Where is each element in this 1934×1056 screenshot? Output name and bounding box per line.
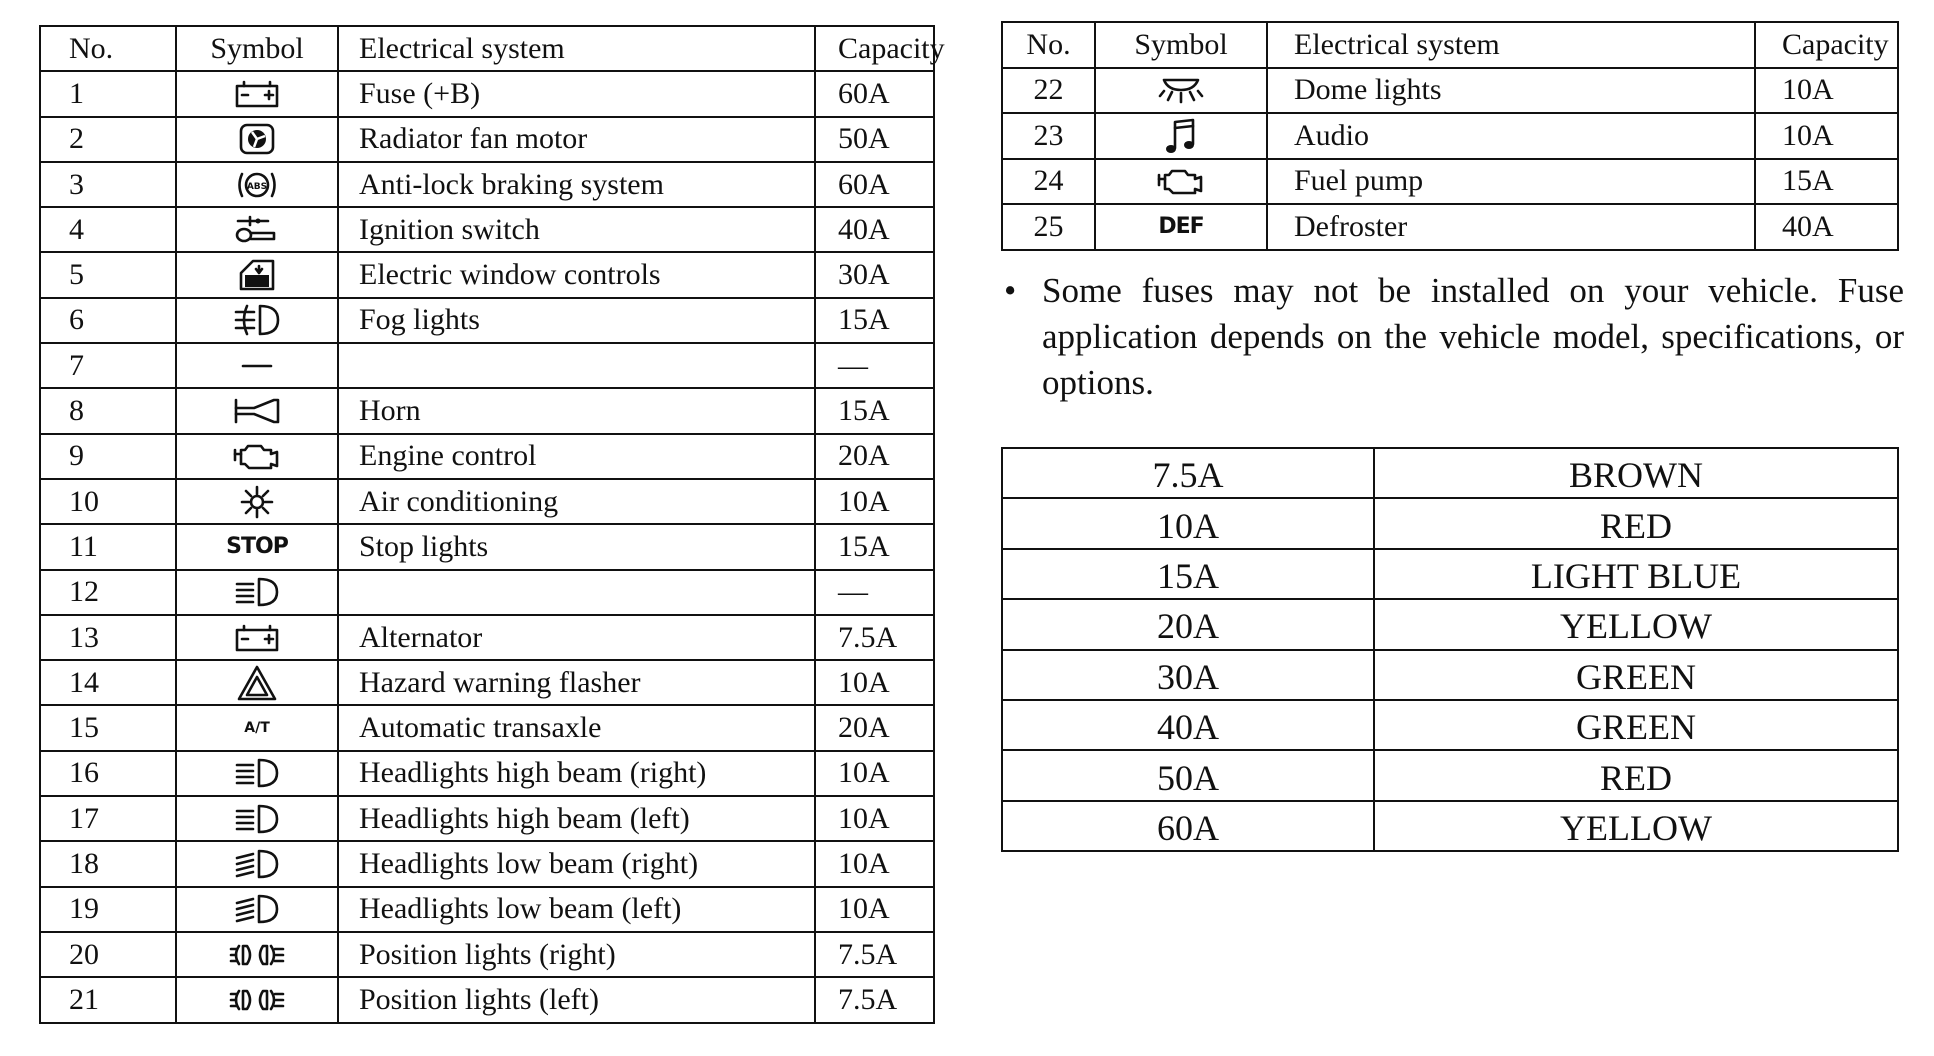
fuse-note (1004, 268, 1904, 406)
power-window-icon (177, 255, 337, 295)
table-row (40, 252, 934, 297)
fuse-number: 23 (1002, 113, 1095, 159)
position-light-icon (177, 980, 337, 1020)
header-no: No. (40, 26, 176, 71)
fuse-number: 18 (40, 841, 176, 886)
headlight-high-icon (177, 799, 337, 839)
symbol-cell (176, 71, 338, 116)
table-row (40, 343, 934, 388)
hazard-triangle-icon (177, 663, 337, 703)
table-row (40, 705, 934, 750)
table-row (1002, 801, 1898, 851)
capacity: — (815, 343, 934, 388)
table-row (1002, 650, 1898, 700)
capacity: 10A (815, 660, 934, 705)
electrical-system: Anti-lock braking system (338, 162, 815, 207)
symbol-cell (176, 932, 338, 977)
table-row (40, 660, 934, 705)
fuse-number: 25 (1002, 204, 1095, 250)
capacity: 7.5A (815, 615, 934, 660)
fuse-amperage: 7.5A (1002, 448, 1374, 498)
table-row (1002, 448, 1898, 498)
symbol-cell (176, 887, 338, 932)
capacity: 10A (815, 796, 934, 841)
symbol-cell (1095, 68, 1267, 114)
fuse-number: 16 (40, 751, 176, 796)
symbol-cell (1095, 113, 1267, 159)
electrical-system: Dome lights (1267, 68, 1755, 114)
fuse-number: 5 (40, 252, 176, 297)
capacity: 40A (815, 207, 934, 252)
electrical-system: Audio (1267, 113, 1755, 159)
at-text-icon (177, 708, 337, 748)
symbol-cell (1095, 204, 1267, 250)
electrical-system: Radiator fan motor (338, 117, 815, 162)
abs-icon (177, 165, 337, 205)
capacity: 10A (815, 841, 934, 886)
radiator-fan-icon (177, 119, 337, 159)
fuse-number: 22 (1002, 68, 1095, 114)
table-row (40, 207, 934, 252)
table-row (40, 841, 934, 886)
capacity: 10A (815, 479, 934, 524)
fuse-number: 20 (40, 932, 176, 977)
table-row (40, 932, 934, 977)
table-row (40, 298, 934, 343)
capacity: 20A (815, 705, 934, 750)
symbol-cell (176, 660, 338, 705)
battery-icon (177, 618, 337, 658)
fuse-amperage: 30A (1002, 650, 1374, 700)
symbol-text: STOP (226, 533, 288, 559)
fuse-number: 1 (40, 71, 176, 116)
capacity: 10A (815, 887, 934, 932)
electrical-system: Position lights (right) (338, 932, 815, 977)
fuse-number: 24 (1002, 159, 1095, 205)
fuse-color: RED (1374, 498, 1898, 548)
battery-icon (177, 74, 337, 114)
electrical-system (338, 570, 815, 615)
capacity: 40A (1755, 204, 1898, 250)
fuse-color: LIGHT BLUE (1374, 549, 1898, 599)
symbol-cell (176, 705, 338, 750)
fuse-number: 12 (40, 570, 176, 615)
fuse-color-table (1001, 447, 1899, 852)
symbol-cell (176, 977, 338, 1022)
position-light-icon (177, 935, 337, 975)
capacity: 10A (1755, 113, 1898, 159)
note-bullet: • (1004, 271, 1017, 310)
fuse-number: 17 (40, 796, 176, 841)
engine-icon (177, 436, 337, 476)
fuse-amperage: 40A (1002, 700, 1374, 750)
capacity: 15A (1755, 159, 1898, 205)
electrical-system: Fog lights (338, 298, 815, 343)
table-row (40, 388, 934, 433)
fuse-color: GREEN (1374, 650, 1898, 700)
table-row (40, 117, 934, 162)
electrical-system: Position lights (left) (338, 977, 815, 1022)
header-electrical-system: Electrical system (1267, 22, 1755, 68)
symbol-cell (176, 796, 338, 841)
table-row (1002, 498, 1898, 548)
electrical-system (338, 343, 815, 388)
electrical-system: Hazard warning flasher (338, 660, 815, 705)
ignition-key-icon (177, 210, 337, 250)
electrical-system: Engine control (338, 434, 815, 479)
fuse-number: 3 (40, 162, 176, 207)
electrical-system: Stop lights (338, 524, 815, 569)
table-row (1002, 700, 1898, 750)
electrical-system: Air conditioning (338, 479, 815, 524)
electrical-system: Headlights high beam (left) (338, 796, 815, 841)
electrical-system: Headlights low beam (right) (338, 841, 815, 886)
table-row (40, 751, 934, 796)
fuse-color: RED (1374, 750, 1898, 800)
table-row (40, 434, 934, 479)
fuse-number: 21 (40, 977, 176, 1022)
electrical-system: Defroster (1267, 204, 1755, 250)
capacity: 7.5A (815, 932, 934, 977)
header-capacity: Capacity (1755, 22, 1898, 68)
electrical-system: Automatic transaxle (338, 705, 815, 750)
table-row (40, 615, 934, 660)
capacity: — (815, 570, 934, 615)
fog-light-icon (177, 300, 337, 340)
capacity: 10A (815, 751, 934, 796)
fuse-table-left (39, 25, 945, 1024)
electrical-system: Fuse (+B) (338, 71, 815, 116)
electrical-system: Headlights low beam (left) (338, 887, 815, 932)
symbol-cell (176, 570, 338, 615)
symbol-cell (176, 298, 338, 343)
fuse-amperage: 60A (1002, 801, 1374, 851)
symbol-cell (176, 117, 338, 162)
fuse-amperage: 50A (1002, 750, 1374, 800)
table-row (1002, 113, 1898, 159)
table-row (40, 887, 934, 932)
fuse-number: 13 (40, 615, 176, 660)
fuse-color: GREEN (1374, 700, 1898, 750)
capacity: 60A (815, 162, 934, 207)
fuse-number: 9 (40, 434, 176, 479)
fuse-color: BROWN (1374, 448, 1898, 498)
fuse-number: 15 (40, 705, 176, 750)
table-row (40, 162, 934, 207)
fuel-pump-icon (1096, 161, 1266, 201)
symbol-cell (176, 841, 338, 886)
symbol-cell (176, 343, 338, 388)
symbol-cell (176, 434, 338, 479)
electrical-system: Fuel pump (1267, 159, 1755, 205)
table-row (1002, 750, 1898, 800)
table-row (40, 479, 934, 524)
fuse-number: 14 (40, 660, 176, 705)
fuse-number: 8 (40, 388, 176, 433)
fuse-color: YELLOW (1374, 599, 1898, 649)
note-text: Some fuses may not be installed on your vehicle. Fuse application depends on the vehicle model, specifications, or options. (1042, 271, 1904, 402)
symbol-cell (176, 207, 338, 252)
symbol-cell (176, 524, 338, 569)
fuse-amperage: 15A (1002, 549, 1374, 599)
capacity: 20A (815, 434, 934, 479)
capacity: 60A (815, 71, 934, 116)
symbol-cell (176, 162, 338, 207)
headlight-low-icon (177, 844, 337, 884)
symbol-cell (176, 751, 338, 796)
dome-light-icon (1096, 70, 1266, 110)
fuse-number: 11 (40, 524, 176, 569)
electrical-system: Electric window controls (338, 252, 815, 297)
music-note-icon (1096, 116, 1266, 156)
symbol-cell (176, 388, 338, 433)
fuse-number: 4 (40, 207, 176, 252)
dash-icon (177, 346, 337, 386)
table-row (40, 524, 934, 569)
table-header-row (40, 26, 934, 71)
symbol-cell (1095, 159, 1267, 205)
table-row (40, 71, 934, 116)
electrical-system: Ignition switch (338, 207, 815, 252)
capacity: 50A (815, 117, 934, 162)
fuse-amperage: 10A (1002, 498, 1374, 548)
symbol-text: DEF (1158, 213, 1204, 239)
table-header-row (1002, 22, 1898, 68)
svg-text:ABS: ABS (246, 181, 268, 192)
table-row (1002, 204, 1898, 250)
fuse-number: 19 (40, 887, 176, 932)
symbol-cell (176, 615, 338, 660)
table-row (40, 796, 934, 841)
stop-text-icon (177, 527, 337, 567)
fuse-amperage: 20A (1002, 599, 1374, 649)
capacity: 15A (815, 524, 934, 569)
symbol-text: A/T (244, 720, 270, 737)
table-row (1002, 599, 1898, 649)
table-row (1002, 159, 1898, 205)
header-electrical-system: Electrical system (338, 26, 815, 71)
fuse-number: 2 (40, 117, 176, 162)
symbol-cell (176, 479, 338, 524)
fuse-table-right (1001, 21, 1899, 251)
header-symbol: Symbol (176, 26, 338, 71)
headlight-high-icon (177, 753, 337, 793)
table-row (1002, 68, 1898, 114)
electrical-system: Alternator (338, 615, 815, 660)
headlight-high-icon (177, 572, 337, 612)
capacity: 15A (815, 388, 934, 433)
capacity: 7.5A (815, 977, 934, 1022)
capacity: 30A (815, 252, 934, 297)
fuse-number: 7 (40, 343, 176, 388)
capacity: 10A (1755, 68, 1898, 114)
table-row (40, 570, 934, 615)
fuse-number: 10 (40, 479, 176, 524)
capacity: 15A (815, 298, 934, 343)
headlight-low-icon (177, 889, 337, 929)
table-row (1002, 549, 1898, 599)
table-row (40, 977, 934, 1022)
header-no: No. (1002, 22, 1095, 68)
def-text-icon (1096, 207, 1266, 247)
fuse-color: YELLOW (1374, 801, 1898, 851)
electrical-system: Headlights high beam (right) (338, 751, 815, 796)
horn-icon (177, 391, 337, 431)
fuse-number: 6 (40, 298, 176, 343)
air-conditioning-icon (177, 482, 337, 522)
header-capacity: Capacity (815, 26, 934, 71)
header-symbol: Symbol (1095, 22, 1267, 68)
electrical-system: Horn (338, 388, 815, 433)
symbol-cell (176, 252, 338, 297)
